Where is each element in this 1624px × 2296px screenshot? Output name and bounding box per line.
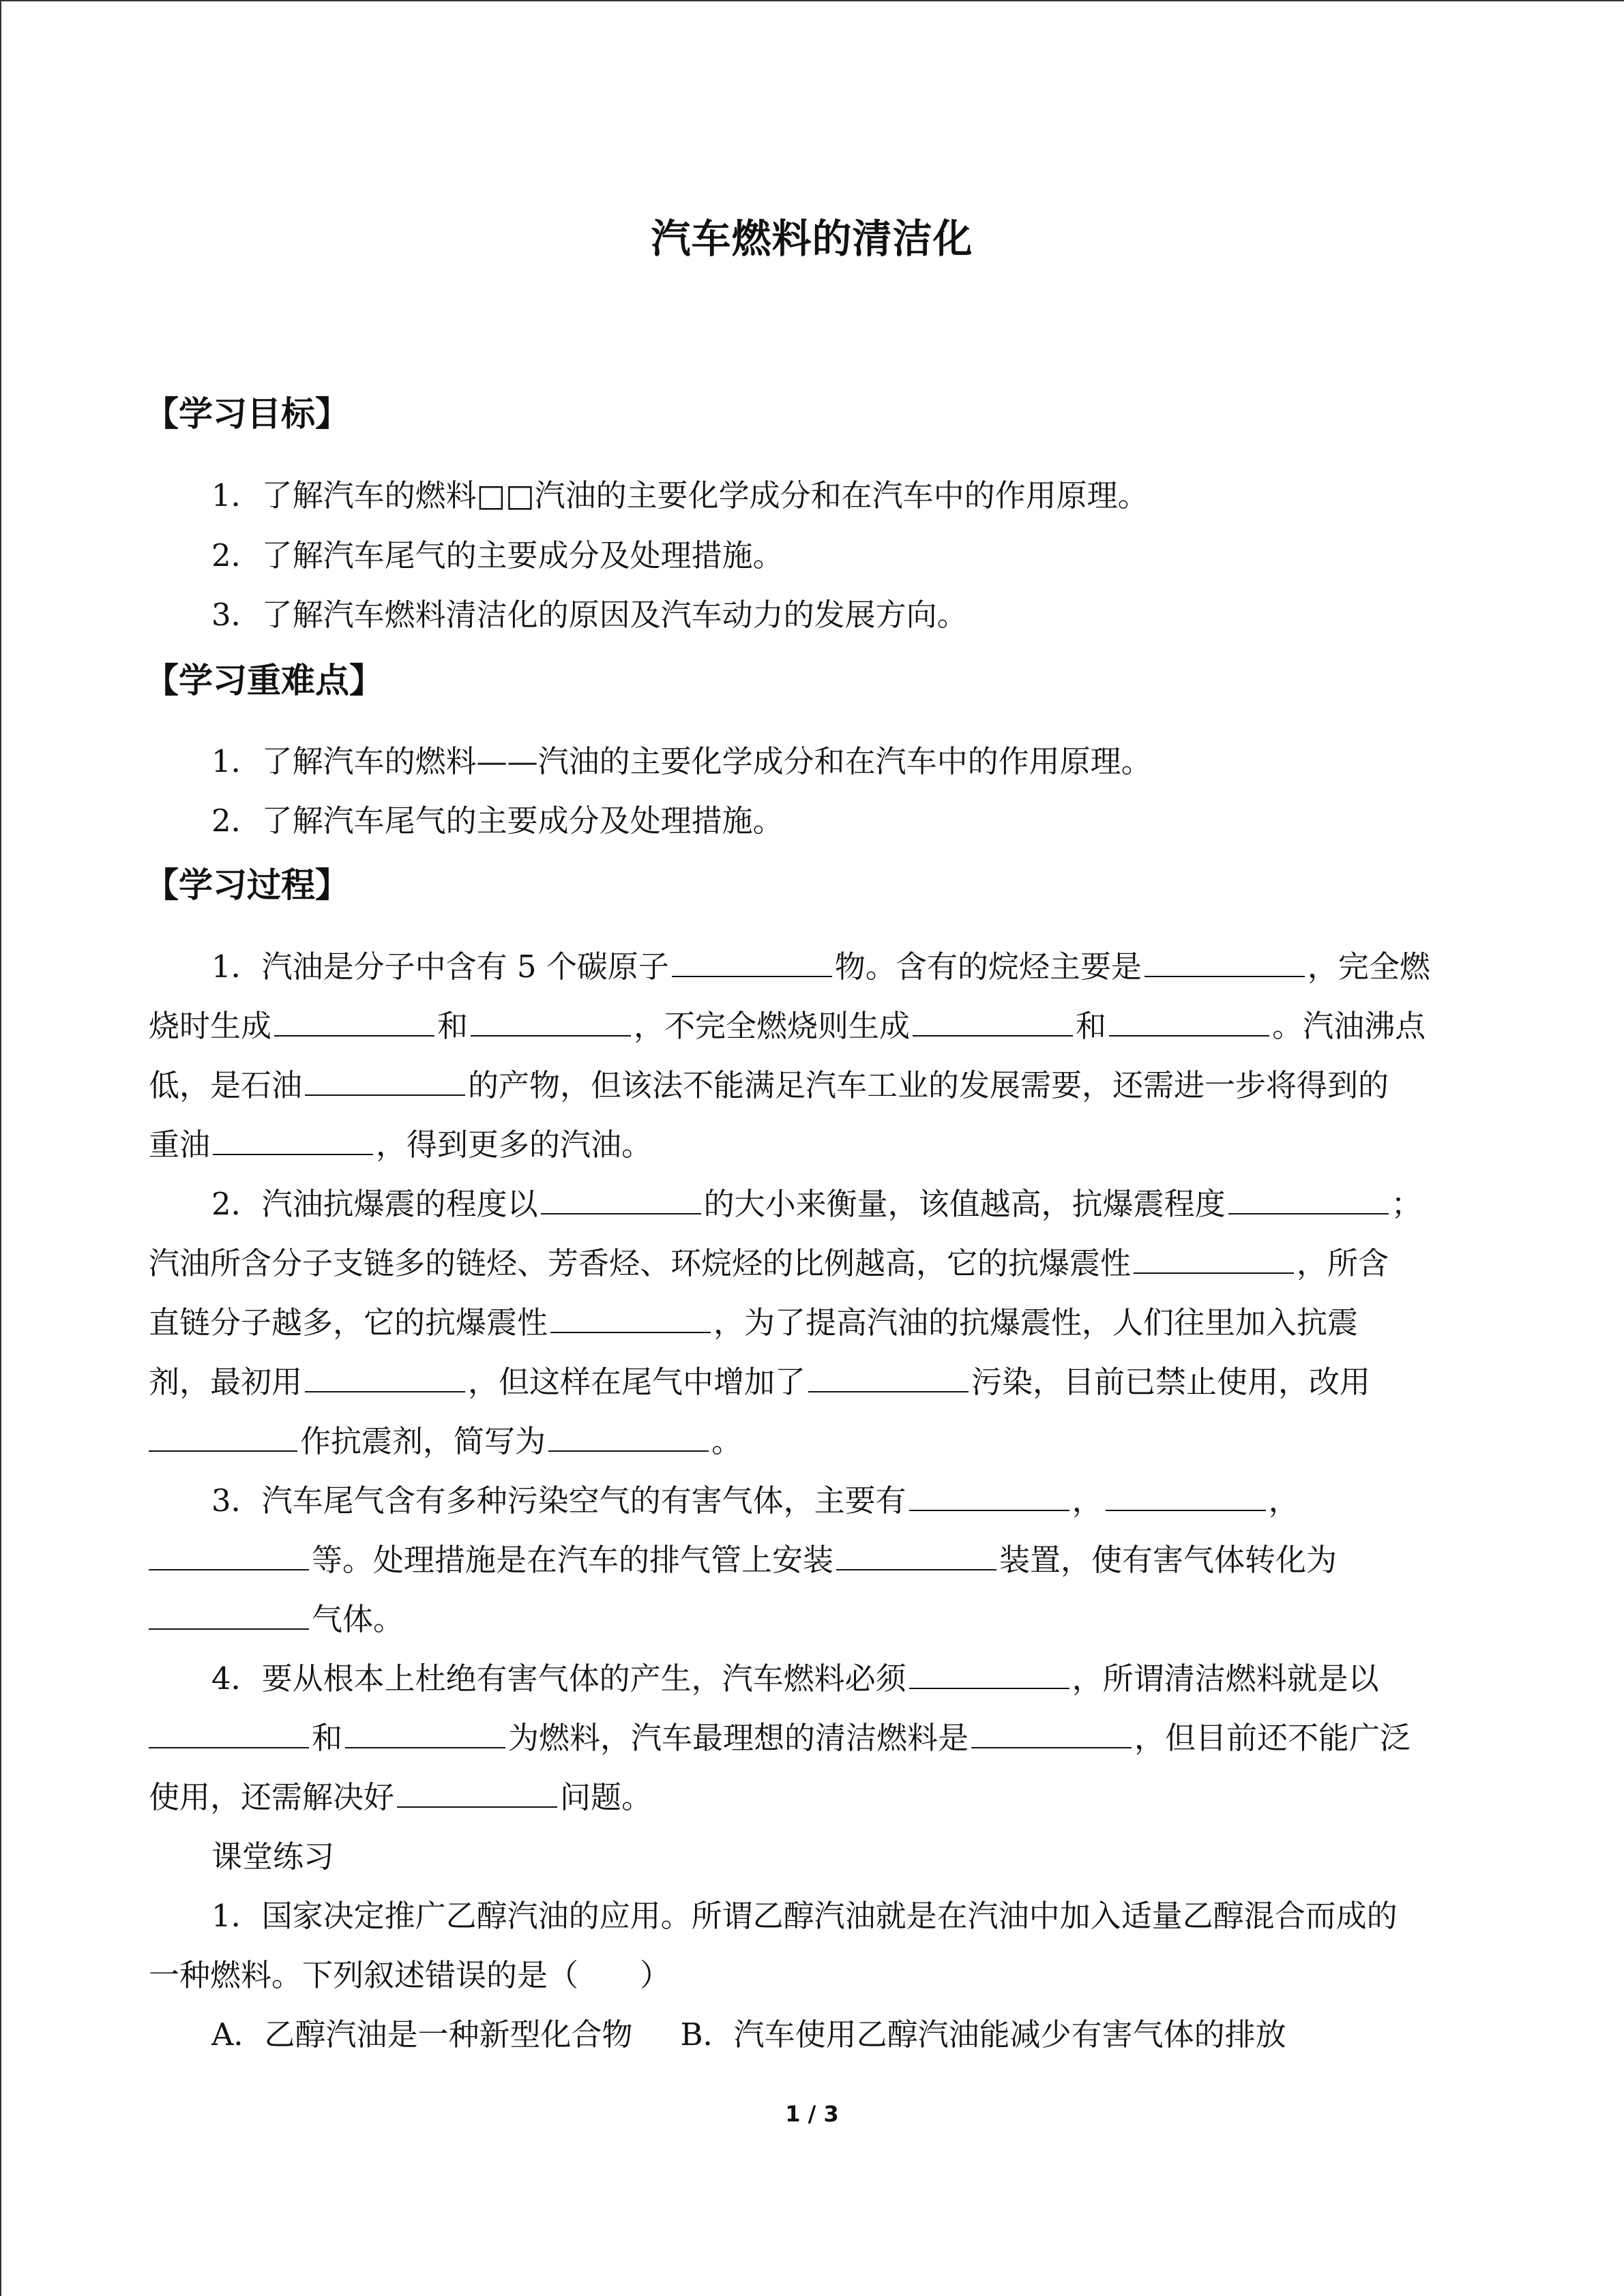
fill-blank	[305, 1064, 465, 1096]
practice-q1-line2: 一种燃料。下列叙述错误的是（ ）	[149, 1957, 671, 1993]
fill-blank	[1109, 1005, 1269, 1037]
section-heading-goals: 【学习目标】	[145, 394, 349, 434]
fill-blank	[909, 1480, 1069, 1511]
process-q1-line2: 烧时生成 和 ，不完全燃烧则生成 和 。汽油沸点	[149, 1004, 1426, 1048]
goal-item-3: 3．了解汽车燃料清洁化的原因及汽车动力的发展方向。	[211, 597, 968, 633]
fill-blank	[149, 1539, 309, 1570]
fill-blank	[274, 1005, 434, 1037]
fill-blank	[149, 1717, 309, 1748]
fill-blank	[672, 946, 832, 977]
goal-item-2: 2．了解汽车尾气的主要成分及处理措施。	[211, 537, 784, 573]
fill-blank	[345, 1717, 505, 1748]
option-a: A．乙醇汽油是一种新型化合物	[211, 2016, 633, 2053]
fill-blank	[541, 1183, 701, 1214]
section-heading-process: 【学习过程】	[145, 865, 349, 905]
fill-blank	[305, 1361, 465, 1392]
keypoint-item-1: 1．了解汽车的燃料——汽油的主要化学成分和在汽车中的作用原理。	[211, 743, 1152, 779]
fill-blank	[1145, 946, 1305, 977]
fill-blank	[213, 1124, 373, 1155]
section-heading-keypoints: 【学习重难点】	[145, 661, 383, 700]
fill-blank	[971, 1717, 1132, 1748]
process-q3-line2: 等。处理措施是在汽车的排气管上安装 装置，使有害气体转化为	[149, 1538, 1337, 1582]
fill-blank	[149, 1598, 309, 1630]
process-q4-line2: 和 为燃料，汽车最理想的清洁燃料是 ，但目前还不能广泛	[149, 1716, 1411, 1760]
practice-q1-line1: 1．国家决定推广乙醇汽油的应用。所谓乙醇汽油就是在汽油中加入适量乙醇混合而成的	[211, 1898, 1398, 1934]
process-q1-line1: 1．汽油是分子中含有 5 个碳原子 物。含有的烷烃主要是 ，完全燃	[211, 945, 1430, 989]
process-q3-line3: 气体。	[149, 1598, 404, 1641]
fill-blank	[909, 1658, 1069, 1689]
process-q2-line4: 剂，最初用 ，但这样在尾气中增加了 污染，目前已禁止使用，改用	[149, 1360, 1370, 1404]
process-q2-line1: 2．汽油抗爆震的程度以 的大小来衡量，该值越高，抗爆震程度 ；	[211, 1182, 1422, 1226]
practice-label: 课堂练习	[211, 1838, 335, 1875]
process-q3-line1: 3．汽车尾气含有多种污染空气的有害气体，主要有 ， ，	[211, 1479, 1299, 1523]
fill-blank	[1228, 1183, 1389, 1214]
process-q2-line2: 汽油所含分子支链多的链烃、芳香烃、环烷烃的比例越高，它的抗爆震性 ，所含	[149, 1242, 1389, 1285]
process-q2-line3: 直链分子越多，它的抗爆震性 ，为了提高汽油的抗爆震性，人们往里加入抗震	[149, 1301, 1358, 1345]
process-q4-line1: 4．要从根本上杜绝有害气体的产生，汽车燃料必须 ，所谓清洁燃料就是以	[211, 1657, 1379, 1701]
fill-blank	[1134, 1242, 1294, 1274]
fill-blank	[913, 1005, 1073, 1037]
page-title: 汽车燃料的清洁化	[651, 215, 973, 262]
goal-item-1: 1．了解汽车的燃料□□汽油的主要化学成分和在汽车中的作用原理。	[211, 477, 1149, 513]
fill-blank	[397, 1776, 557, 1808]
fill-blank	[836, 1539, 996, 1570]
fill-blank	[1106, 1480, 1266, 1511]
fill-blank	[550, 1302, 711, 1333]
keypoint-item-2: 2．了解汽车尾气的主要成分及处理措施。	[211, 803, 784, 839]
fill-blank	[471, 1005, 631, 1037]
fill-blank	[808, 1361, 969, 1392]
fill-blank	[149, 1420, 297, 1452]
page-number: 1 / 3	[785, 2101, 839, 2127]
process-q2-line5: 作抗震剂，简写为 。	[149, 1420, 742, 1463]
fill-blank	[548, 1420, 709, 1452]
process-q1-line3: 低，是石油 的产物，但该法不能满足汽车工业的发展需要，还需进一步将得到的	[149, 1064, 1389, 1107]
practice-q1-options	[211, 2013, 1286, 2057]
option-b: B．汽车使用乙醇汽油能减少有害气体的排放	[680, 2016, 1286, 2053]
process-q1-line4: 重油 ，得到更多的汽油。	[149, 1123, 652, 1167]
process-q4-line3: 使用，还需解决好 问题。	[149, 1776, 652, 1819]
